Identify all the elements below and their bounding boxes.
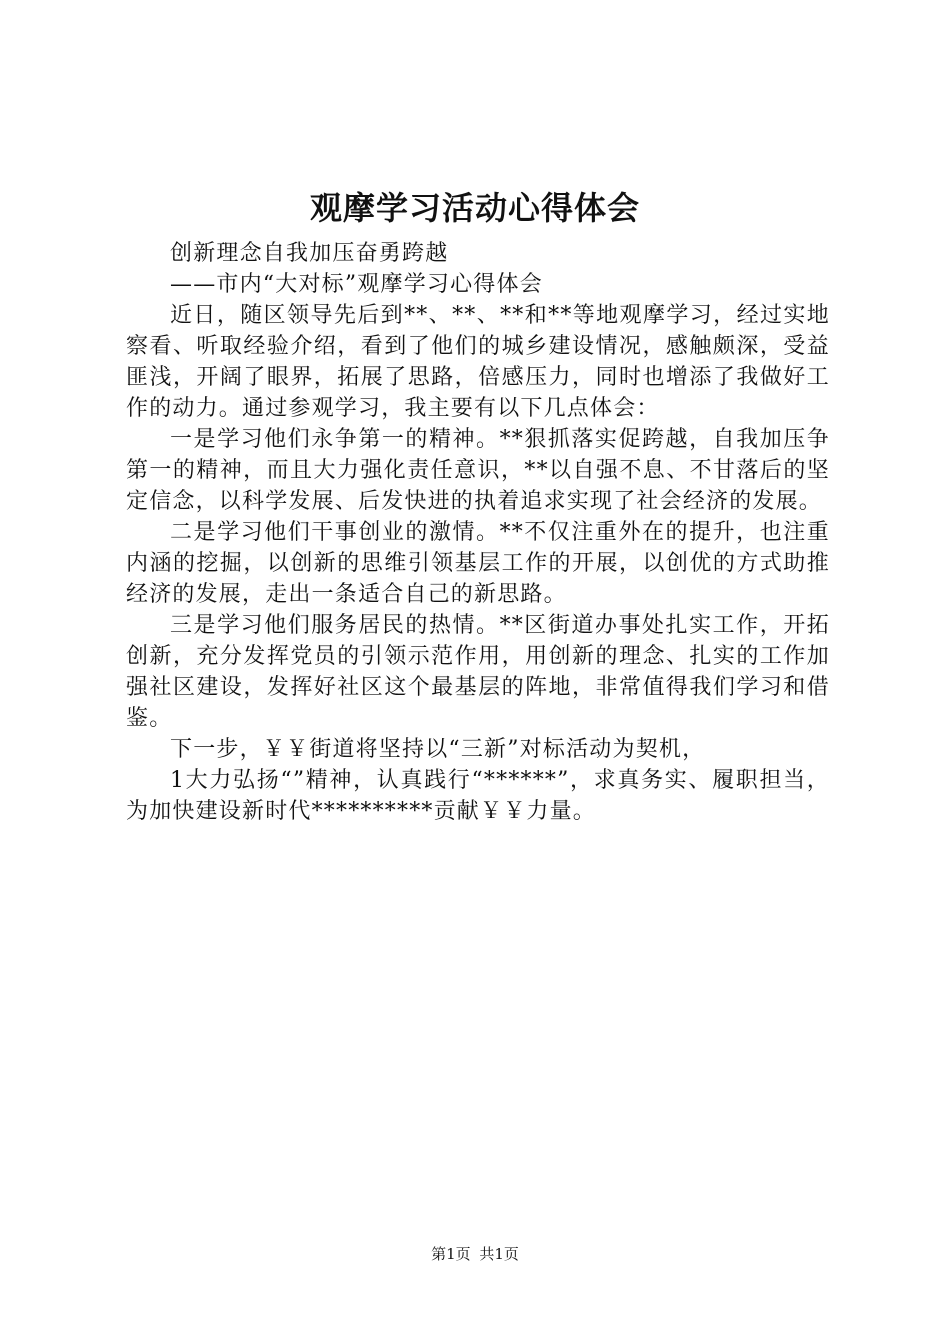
page-number: 第1页 (431, 1245, 471, 1263)
body-paragraph: 三是学习他们服务居民的热情。**区街道办事处扎实工作，开拓创新，充分发挥党员的引领示范作用，用创新的理念、扎实的工作加强社区建设，发挥好社区这个最基层的阵地，非常值得我们学习和借鉴。 (126, 613, 830, 731)
subtitle-line: ——市内“大对标”观摩学习心得体会 (170, 272, 543, 297)
body-paragraph: 近日，随区领导先后到**、**、**和**等地观摩学习，经过实地察看、听取经验介绍，看到了他们的城乡建设情况，感触颇深，受益匪浅，开阔了眼界，拓展了思路，倍感压力，同时也增添了我做好工作的动力。通过参观学习，我主要有以下几点体会： (126, 303, 830, 421)
body-paragraph: 二是学习他们干事创业的激情。**不仅注重外在的提升，也注重内涵的挖掘，以创新的思维引领基层工作的开展，以创优的方式助推经济的发展，走出一条适合自己的新思路。 (126, 520, 830, 607)
body-paragraph: 一是学习他们永争第一的精神。**狠抓落实促跨越，自我加压争第一的精神，而且大力强化责任意识，**以自强不息、不甘落后的坚定信念，以科学发展、后发快进的执着追求实现了社会经济的发展。 (126, 427, 830, 514)
page-total: 共1页 (479, 1245, 519, 1263)
body-paragraph: 1大力弘扬“”精神，认真践行“******”，求真务实、履职担当，为加快建设新时代**********贡献￥￥力量。 (126, 768, 830, 824)
page-footer (0, 1244, 950, 1264)
subtitle-line: 创新理念自我加压奋勇跨越 (170, 241, 449, 266)
document-body (126, 238, 830, 827)
body-paragraph: 下一步，￥￥街道将坚持以“三新”对标活动为契机， (170, 737, 706, 762)
document-title: 观摩学习活动心得体会 (309, 189, 640, 227)
